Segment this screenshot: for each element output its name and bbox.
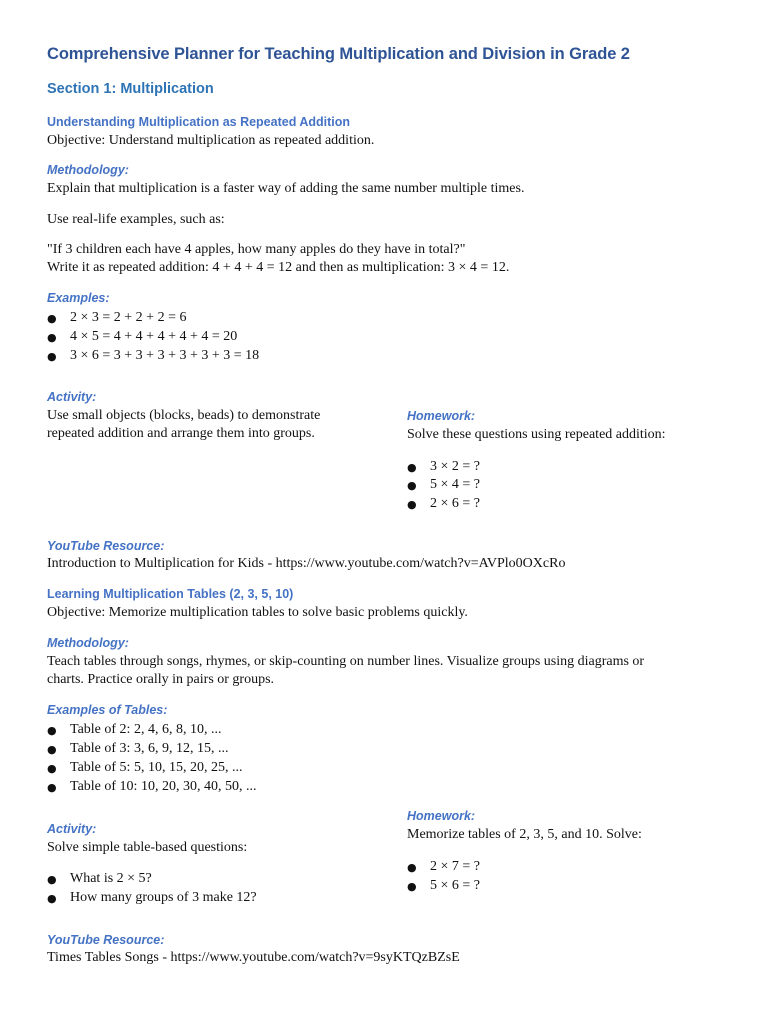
topic1-homework-text: Solve these questions using repeated addition:: [407, 427, 666, 442]
topic2-activity-label: Activity:: [47, 822, 97, 836]
topic1-activity-text: repeated addition and arrange them into groups.: [47, 426, 315, 441]
topic1-youtube-label: YouTube Resource:: [47, 539, 165, 553]
topic1-methodology-text: Use real-life examples, such as:: [47, 212, 225, 227]
topic1-methodology-label: Methodology:: [47, 163, 129, 177]
topic1-youtube-link[interactable]: Introduction to Multiplication for Kids - https://www.youtube.com/watch?v=AVPlo0OXcRo: [47, 556, 566, 571]
bullet-icon: ●: [407, 880, 417, 893]
bullet-icon: ●: [407, 479, 417, 492]
topic1-homework-label: Homework:: [407, 409, 476, 423]
bullet-icon: ●: [47, 781, 57, 794]
topic2-methodology-text: Teach tables through songs, rhymes, or skip-counting on number lines. Visualize groups using diagrams or: [47, 654, 645, 669]
bullet-icon: ●: [47, 743, 57, 756]
topic1-objective: Objective: Understand multiplication as repeated addition.: [47, 133, 375, 148]
topic-heading-multiplication-tables: Learning Multiplication Tables (2, 3, 5, 10): [47, 587, 294, 601]
topic1-examples-label: Examples:: [47, 291, 110, 305]
topic1-methodology-example-answer: Write it as repeated addition: 4 + 4 + 4 = 12 and then as multiplication: 3 × 4 = 12.: [47, 260, 510, 275]
bullet-icon: ●: [47, 312, 57, 325]
bullet-icon: ●: [47, 873, 57, 886]
topic2-homework-label: Homework:: [407, 809, 476, 823]
topic2-methodology-text: charts. Practice orally in pairs or groups.: [47, 672, 275, 687]
topic2-youtube-link[interactable]: Times Tables Songs - https://www.youtube.com/watch?v=9syKTQzBZsE: [47, 950, 460, 965]
bullet-icon: ●: [47, 350, 57, 363]
topic-heading-repeated-addition: Understanding Multiplication as Repeated Addition: [47, 115, 351, 129]
document-title: Comprehensive Planner for Teaching Multiplication and Division in Grade 2: [47, 45, 630, 63]
bullet-icon: ●: [47, 762, 57, 775]
bullet-icon: ●: [407, 461, 417, 474]
bullet-icon: ●: [407, 861, 417, 874]
topic2-examples-label: Examples of Tables:: [47, 703, 168, 717]
topic2-homework-text: Memorize tables of 2, 3, 5, and 10. Solve:: [407, 827, 642, 842]
topic2-objective: Objective: Memorize multiplication tables to solve basic problems quickly.: [47, 605, 468, 620]
bullet-icon: ●: [407, 498, 417, 511]
bullet-icon: ●: [47, 724, 57, 737]
bullet-icon: ●: [47, 331, 57, 344]
topic1-methodology-text: Explain that multiplication is a faster way of adding the same number multiple times.: [47, 181, 525, 196]
topic2-methodology-label: Methodology:: [47, 636, 129, 650]
section-heading-multiplication: Section 1: Multiplication: [47, 81, 214, 97]
topic2-activity-text: Solve simple table-based questions:: [47, 840, 248, 855]
topic1-activity-label: Activity:: [47, 390, 97, 404]
topic1-methodology-example-question: "If 3 children each have 4 apples, how many apples do they have in total?": [47, 242, 466, 257]
document-page: Comprehensive Planner for Teaching Multiplication and Division in Grade 2 Section 1: Multiplication Understanding Multiplication as Repeated Addition Objective: Understand multiplication as repeated addition. Methodology: Explain that multiplication is a faster way of adding the same number multiple times. Use real-life examples, such as: "If 3 children each have 4 apples, how many apples do they have in total?" Write it as repeated addition: 4 + 4 + 4 = 12 and then as multiplication: 3 × 4 = 12. Examples: ● 2 × 3 = 2 + 2 + 2 = 6 ● 4 × 5 = 4 + 4 + 4 + 4 + 4 = 20 ● 3 × 6 = 3 + 3 + 3 + 3 + 3 + 3 = 18 Activity: Use small objects (blocks, beads) to demonstrate repeated addition and arrange them into groups. Homework: Solve these questions using repeated addition: ● 3 × 2 = ? ● 5 × 4 = ? ● 2 × 6 = ? YouTube Resource: Introduction to Multiplication for Kids - https://www.youtube.com/watch?v=AVPlo0OXcRo Learning Multiplication Tables (2, 3, 5, 10) Objective: Memorize multiplication tables to solve basic problems quickly. Methodology: Teach tables through songs, rhymes, or skip-counting on number lines. Visualize groups using diagrams or charts. Practice orally in pairs or groups. Examples of Tables: ● Table of 2: 2, 4, 6, 8, 10, ... ● Table of 3: 3, 6, 9, 12, 15, ... ● Table of 5: 5, 10, 15, 20, 25, ... ● Table of 10: 10, 20, 30, 40, 50, ... Activity: Solve simple table-based questions: ● What is 2 × 5? ● How many groups of 3 make 12? Homework: Memorize tables of 2, 3, 5, and 10. Solve: ● 2 × 7 = ? ● 5 × 6 = ? YouTube Resource: Times Tables Songs - https://www.youtube.com/watch?v=9syKTQzBZsE: [47, 45, 666, 965]
topic2-youtube-label: YouTube Resource:: [47, 933, 165, 947]
bullet-icon: ●: [47, 892, 57, 905]
topic1-activity-text: Use small objects (blocks, beads) to demonstrate: [47, 408, 321, 423]
